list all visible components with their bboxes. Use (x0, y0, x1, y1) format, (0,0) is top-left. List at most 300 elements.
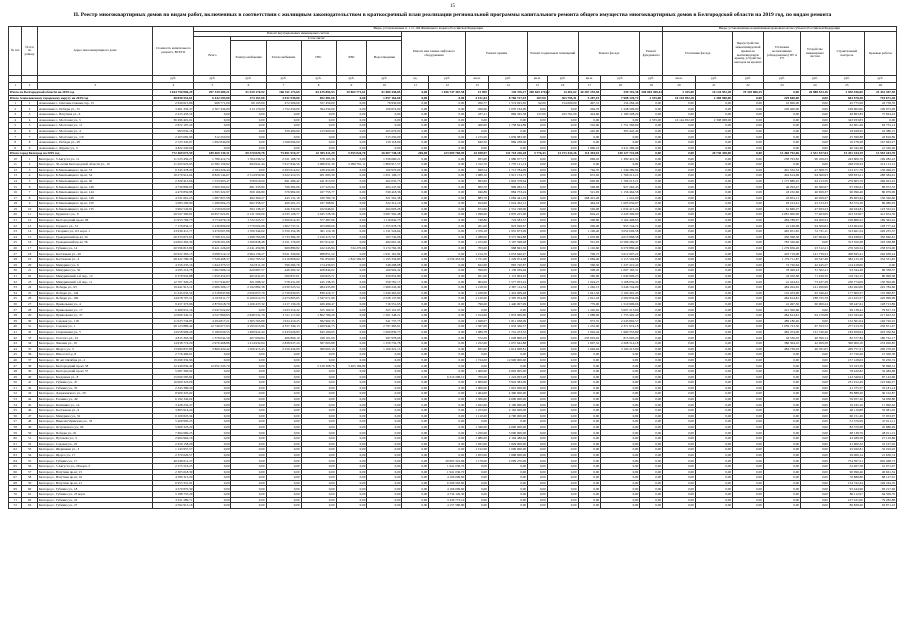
table-cell: 1 557 942,87 (194, 279, 231, 285)
table-cell: 0,00 (528, 385, 548, 391)
table-cell: 1 312,70 (466, 161, 489, 167)
address-cell: Белгород г., Б.Хмельницкого пр-кт, 148 (37, 195, 152, 201)
table-cell: 32 (22, 329, 37, 335)
table-cell: 0,00 (301, 352, 336, 358)
table-cell: 1 755 402,40 (601, 312, 640, 318)
table-cell: 0,00 (266, 413, 301, 419)
table-cell: 43 289,58 (829, 436, 864, 442)
table-cell: 0,00 (466, 464, 489, 470)
table-cell: 0,00 (367, 436, 402, 442)
col-water-out-header: Водоотведение (367, 41, 402, 76)
table-cell: 0,00 (336, 380, 367, 386)
table-cell: 123 940,27 (864, 380, 896, 386)
table-cell: 0,00 (763, 374, 800, 380)
table-cell: 482 474,06 (763, 329, 800, 335)
table-cell: 343 933,83 (829, 117, 864, 123)
table-cell: 0,00 (733, 156, 764, 162)
table-cell: 0,00 (194, 380, 231, 386)
table-cell: 0,00 (640, 268, 663, 274)
table-cell: 0,00 (266, 441, 301, 447)
table-cell: 1 472,00 (466, 240, 489, 246)
table-cell: 1 021,43 (578, 296, 601, 302)
table-cell: 0,00 (695, 195, 732, 201)
table-cell: 8 (9, 139, 22, 145)
table-cell: 0,00 (547, 413, 578, 419)
table-cell: 0,00 (763, 161, 800, 167)
table-cell: 0,00 (367, 368, 402, 374)
table-cell: 0,00 (528, 458, 548, 464)
table-cell: 0,00 (488, 464, 527, 470)
table-cell: 1 156 464,58 (601, 189, 640, 195)
table-cell: 39 (22, 368, 37, 374)
table-cell: 2 367 114,54 (488, 285, 527, 291)
column-number-cell: 25 (829, 83, 864, 90)
table-cell: 0,00 (194, 385, 231, 391)
table-cell: 0,00 (663, 245, 696, 251)
table-cell: 0,00 (194, 391, 231, 397)
table-cell: 2 729 630,95 (266, 290, 301, 296)
table-cell: 0,00 (763, 391, 800, 397)
table-cell: 0,00 (367, 497, 402, 503)
total-cell: 42 038,97 (466, 151, 489, 156)
table-cell: 2 290 834,96 (601, 296, 640, 302)
table-cell: 0,00 (402, 245, 429, 251)
table-cell: 0,00 (695, 206, 732, 212)
table-cell: 83 217,69 (864, 486, 896, 492)
table-cell: 10 657 022,81 (194, 212, 231, 218)
table-cell: 0,00 (402, 312, 429, 318)
table-cell: 62 (22, 497, 37, 503)
table-cell: 587 065,88 (301, 340, 336, 346)
table-cell: 0,00 (528, 223, 548, 229)
table-cell: 0,00 (402, 279, 429, 285)
table-cell: 0,00 (547, 195, 578, 201)
table-cell: 0,00 (663, 167, 696, 173)
table-cell: 849,54 (466, 167, 489, 173)
address-cell: Белгород г., Мичурина ул., 52 (37, 413, 152, 419)
table-cell: 0,00 (601, 357, 640, 363)
table-cell: 484 739,03 (763, 346, 800, 352)
total-cell: 166 511 173,69 (266, 90, 301, 95)
table-cell: 0,00 (801, 458, 830, 464)
table-cell: 0,00 (528, 273, 548, 279)
table-cell: 0,00 (336, 447, 367, 453)
table-cell: 0,00 (429, 161, 466, 167)
table-cell: 313 461,54 (829, 229, 864, 235)
table-cell: 497,31 (578, 100, 601, 106)
table-cell: 0,00 (429, 223, 466, 229)
table-cell: 598,60 (578, 217, 601, 223)
table-cell: 0,00 (402, 368, 429, 374)
table-cell: 0,00 (640, 352, 663, 358)
table-cell: 230 400,00 (763, 106, 800, 112)
table-cell: 0,00 (466, 363, 489, 369)
table-cell: 0,00 (801, 441, 830, 447)
table-cell: 0,00 (402, 363, 429, 369)
table-cell: 0,00 (402, 436, 429, 442)
table-cell: 26 (9, 245, 22, 251)
table-cell: 0,00 (402, 402, 429, 408)
table-cell: 0,00 (733, 357, 764, 363)
table-cell: 0,00 (640, 206, 663, 212)
table-cell: 4 815 363,39 (153, 335, 194, 341)
table-cell: 0,00 (601, 486, 640, 492)
table-cell: 2 473 805,65 (266, 296, 301, 302)
table-cell: 0,00 (547, 447, 578, 453)
table-cell: 31 302,41 (801, 268, 830, 274)
table-cell: 198 101,00 (301, 335, 336, 341)
table-cell: 0,00 (578, 117, 601, 123)
table-cell: 0,00 (528, 240, 548, 246)
table-cell: 0,00 (733, 128, 764, 134)
table-cell: 0,00 (733, 240, 764, 246)
table-cell: 31 (9, 273, 22, 279)
table-cell: 1 028,07 (466, 318, 489, 324)
table-cell: 0,00 (763, 139, 800, 145)
table-cell: 0,00 (695, 385, 732, 391)
table-cell: 45 880,49 (864, 424, 896, 430)
table-cell: 869 565,58 (488, 111, 527, 117)
table-cell: 0,00 (733, 206, 764, 212)
table-cell: 0,00 (695, 469, 732, 475)
total-cell: 223 909 768,09 (429, 151, 466, 156)
table-cell: 0,00 (266, 491, 301, 497)
table-cell: 152 361,04 (829, 318, 864, 324)
unit-cell: руб. (829, 76, 864, 83)
table-cell: 669,43 (578, 156, 601, 162)
table-cell: 0,00 (640, 100, 663, 106)
table-cell: 25 (9, 240, 22, 246)
table-cell: 0,00 (429, 419, 466, 425)
table-cell: 0,00 (547, 480, 578, 486)
table-cell: 0,00 (266, 117, 301, 123)
table-cell: 41 (22, 380, 37, 386)
table-cell: 0,00 (695, 380, 732, 386)
table-cell: 0,00 (801, 396, 830, 402)
table-cell: 1 286 804,23 (194, 201, 231, 207)
table-cell: 51 376,99 (829, 419, 864, 425)
table-cell: 0,00 (547, 229, 578, 235)
table-cell: 0,00 (429, 296, 466, 302)
table-cell: 50 (22, 430, 37, 436)
table-cell: 44 (22, 396, 37, 402)
table-cell: 37 (9, 307, 22, 313)
table-cell: 0,00 (547, 268, 578, 274)
table-cell: 0,00 (640, 273, 663, 279)
table-cell: 0,00 (429, 123, 466, 129)
table-cell: 0,00 (528, 184, 548, 190)
table-cell: 1 567,00 (466, 324, 489, 330)
table-cell: 0,00 (429, 273, 466, 279)
table-cell: 465 651,65 (763, 229, 800, 235)
table-cell: 0,00 (763, 452, 800, 458)
table-cell: 0,00 (231, 396, 266, 402)
address-cell: Белгород г., Привольная ул., 4 (37, 301, 152, 307)
table-cell: 0,00 (194, 419, 231, 425)
total-cell: 16 144 952,28 (695, 90, 732, 95)
col-basement-header: Ремонт подвальных помещений (528, 31, 578, 76)
table-cell: 0,00 (194, 402, 231, 408)
table-cell: 3 803 914,20 (153, 408, 194, 414)
table-cell: 0,00 (733, 346, 764, 352)
table-cell: 0,00 (663, 385, 696, 391)
table-cell: 2 009,00 (466, 380, 489, 386)
table-cell: 0,00 (194, 111, 231, 117)
table-cell: 159 118,00 (367, 139, 402, 145)
column-number-cell: 9 (336, 83, 367, 90)
table-cell: 223 791,00 (547, 111, 578, 117)
table-cell: 469 201,23 (266, 201, 301, 207)
address-cell: Белгород г., Спортивная ул., 5 (37, 329, 152, 335)
table-cell: 0,00 (763, 357, 800, 363)
table-cell: 904,00 (466, 279, 489, 285)
table-cell: 0,00 (528, 469, 548, 475)
table-cell: 0,00 (663, 413, 696, 419)
table-cell: 1 022,00 (466, 402, 489, 408)
table-cell: 1 700 344,02 (231, 229, 266, 235)
table-cell: 0,00 (429, 189, 466, 195)
table-cell: 825,00 (466, 346, 489, 352)
table-cell: 5 (22, 123, 37, 129)
col-heat-header: Теплоснабжение (266, 41, 301, 76)
table-cell: 313 250,00 (367, 134, 402, 140)
table-cell: 109 973,09 (864, 106, 896, 112)
table-cell: 0,00 (733, 486, 764, 492)
total-cell: 70 318 806,25 (733, 90, 764, 95)
table-cell: 12 (22, 217, 37, 223)
table-cell: 0,00 (266, 480, 301, 486)
table-cell: 29 903 322,86 (429, 458, 466, 464)
table-cell: 13 984 837,89 (153, 346, 194, 352)
table-cell: 13 (22, 223, 37, 229)
table-cell: 0,00 (640, 217, 663, 223)
table-cell: 11 (9, 161, 22, 167)
table-cell: 1 506,00 (466, 396, 489, 402)
table-cell: 70 (9, 491, 22, 497)
address-cell: Белгород г., 60 лет Октября ул., 2 (37, 357, 152, 363)
table-cell: 0,00 (763, 145, 800, 151)
table-cell: 0,00 (336, 436, 367, 442)
table-cell: 706,75 (578, 251, 601, 257)
table-cell: 0,00 (266, 357, 301, 363)
table-cell: 0,00 (801, 469, 830, 475)
table-cell: 0,00 (733, 223, 764, 229)
table-cell: 0,00 (695, 106, 732, 112)
table-cell: 0,00 (231, 357, 266, 363)
table-cell: 38 (22, 363, 37, 369)
table-cell: 2 343 389,20 (153, 385, 194, 391)
table-cell: 0,00 (801, 363, 830, 369)
table-cell: 217 623,52 (864, 312, 896, 318)
table-cell: 0,00 (547, 156, 578, 162)
table-cell: 66 634,81 (829, 206, 864, 212)
table-cell: 57 (9, 419, 22, 425)
table-cell: 700,00 (466, 374, 489, 380)
table-cell: 1 279 656,26 (763, 245, 800, 251)
table-cell: 0,00 (801, 123, 830, 129)
total-cell: 0,00 (733, 95, 764, 100)
table-cell: 1 776 002,08 (231, 223, 266, 229)
table-cell: 0,00 (695, 424, 732, 430)
table-cell: 0,00 (663, 452, 696, 458)
table-cell: 6 469 931,16 (153, 307, 194, 313)
table-cell: 0,00 (231, 117, 266, 123)
table-cell: 4 357 349,13 (266, 324, 301, 330)
table-cell: 0,00 (266, 363, 301, 369)
column-number-cell: 2 (22, 83, 37, 90)
table-cell: 0,00 (429, 436, 466, 442)
table-cell: 0,00 (336, 189, 367, 195)
table-cell: 61 (9, 441, 22, 447)
total-cell: 40 387 255,58 (578, 90, 601, 95)
table-cell: 0,00 (367, 469, 402, 475)
table-cell: 1 024 432,12 (488, 201, 527, 207)
table-cell: 0,00 (733, 430, 764, 436)
table-cell: 0,00 (640, 139, 663, 145)
table-cell: 4 479 859,88 (153, 189, 194, 195)
table-cell: 0,00 (301, 357, 336, 363)
table-cell: 0,00 (695, 301, 732, 307)
table-cell: 0,00 (640, 184, 663, 190)
table-cell: 703,00 (466, 245, 489, 251)
table-cell: 5 087 300,92 (153, 368, 194, 374)
table-cell: 276 326,54 (829, 245, 864, 251)
table-cell: 0,00 (367, 424, 402, 430)
table-cell: 1 829 000,00 (488, 441, 527, 447)
table-cell: 0,00 (801, 491, 830, 497)
table-cell: 50 098,51 (864, 363, 896, 369)
table-cell: 651,00 (466, 273, 489, 279)
total-cell: 114 394,01 (578, 151, 601, 156)
table-cell: 0,00 (695, 251, 732, 257)
table-cell: 0,00 (601, 385, 640, 391)
table-cell: 1 531 748,00 (488, 206, 527, 212)
address-cell: Белгород г., Мичурина ул., 50 (37, 268, 152, 274)
table-cell: 0,00 (578, 480, 601, 486)
table-cell: 0,00 (695, 318, 732, 324)
table-cell: 1 614 008,81 (488, 346, 527, 352)
table-cell: 0,00 (528, 340, 548, 346)
col-cost-header: Стоимость капитального ремонта, ВСЕГО (153, 27, 194, 76)
table-cell: 0,00 (601, 368, 640, 374)
table-cell: 0,00 (429, 134, 466, 140)
table-cell: 9 457 373,96 (153, 301, 194, 307)
table-cell: 19 (22, 257, 37, 263)
table-cell: 0,00 (336, 424, 367, 430)
table-cell: 0,00 (528, 424, 548, 430)
table-cell: 0,00 (301, 402, 336, 408)
table-cell: 412 654,59 (864, 212, 896, 218)
table-cell: 955,00 (466, 156, 489, 162)
total-cell: 0,00 (336, 95, 367, 100)
table-cell: 0,00 (266, 430, 301, 436)
table-cell: 0,00 (663, 223, 696, 229)
table-cell: 0,00 (640, 201, 663, 207)
table-cell: 16 (9, 189, 22, 195)
table-cell: 1 687 827,58 (194, 195, 231, 201)
table-cell: 9 (22, 145, 37, 151)
table-cell: 0,00 (733, 419, 764, 425)
table-cell: 0,00 (801, 503, 830, 509)
table-cell: 0,00 (695, 173, 732, 179)
table-cell: 0,00 (733, 290, 764, 296)
table-cell: 0,00 (801, 402, 830, 408)
address-cell: Белгород г., Губкина ул., 23 корп. (37, 491, 152, 497)
table-cell: 27 720,40 (829, 352, 864, 358)
table-cell: 21 630,74 (864, 452, 896, 458)
table-cell: 0,00 (578, 447, 601, 453)
address-cell: Белгород г., Губкина ул., 14 (37, 245, 152, 251)
table-cell: 28 123 880,44 (153, 324, 194, 330)
table-cell: 0,00 (528, 161, 548, 167)
table-cell: 4 360 000,00 (488, 391, 527, 397)
table-cell: 0,00 (640, 245, 663, 251)
table-cell: 19 441 913,12 (153, 285, 194, 291)
table-cell: 5 918 308,76 (301, 363, 336, 369)
table-cell: 0,00 (763, 475, 800, 481)
table-cell: 0,00 (640, 234, 663, 240)
address-cell: Белгород г., Белгородский пр-кт, 57 (37, 368, 152, 374)
table-cell: 63 871,43 (864, 503, 896, 509)
table-cell: 0,00 (402, 128, 429, 134)
table-cell: 0,00 (429, 106, 466, 112)
table-cell: 359 781,17 (367, 279, 402, 285)
table-cell: 0,00 (528, 262, 548, 268)
address-cell: Белгород г., Победы ул., 144 (37, 290, 152, 296)
column-number-cell: 15 (528, 83, 548, 90)
table-cell: 0,00 (528, 189, 548, 195)
table-cell: 0,00 (695, 184, 732, 190)
table-cell: 0,00 (733, 301, 764, 307)
table-cell: 1 169 321,13 (367, 346, 402, 352)
table-cell: 42 (22, 385, 37, 391)
col-gvs-header: ГВС (301, 41, 336, 76)
table-cell: 6 953 331,91 (153, 480, 194, 486)
table-cell: 46 761,05 (801, 346, 830, 352)
table-cell: 1 041,56 (578, 290, 601, 296)
table-cell: 0,00 (336, 413, 367, 419)
table-cell: 754 397,51 (829, 458, 864, 464)
table-cell: 3 174 762,36 (367, 245, 402, 251)
table-cell: 0,00 (733, 285, 764, 291)
table-cell: 1 024,27 (578, 279, 601, 285)
address-cell: Белгород г., Костюкова ул., 26 (37, 251, 152, 257)
table-cell: 0,00 (402, 240, 429, 246)
table-cell: 0,00 (801, 240, 830, 246)
table-cell: 0,00 (801, 139, 830, 145)
table-cell: 8 (22, 139, 37, 145)
table-cell: 0,00 (429, 324, 466, 330)
table-cell: 0,00 (402, 419, 429, 425)
total-cell: 75 691 919,27 (266, 151, 301, 156)
table-cell: 1 089,78 (466, 329, 489, 335)
table-cell: 157 128,63 (829, 357, 864, 363)
table-cell: 0,00 (763, 385, 800, 391)
unit-cell: руб. (640, 76, 663, 83)
table-cell: 4 157 580,80 (429, 503, 466, 509)
table-cell: 2 308 968,00 (695, 117, 732, 123)
table-cell: 0,00 (194, 486, 231, 492)
total-cell: 4 551 939,00 (266, 95, 301, 100)
table-cell: 4 (9, 117, 22, 123)
table-cell: 0,00 (578, 139, 601, 145)
table-cell: 0,00 (695, 324, 732, 330)
table-cell: 0,00 (336, 491, 367, 497)
table-cell: 0,00 (402, 178, 429, 184)
table-cell: 0,00 (528, 503, 548, 509)
table-cell: 48 (22, 419, 37, 425)
table-cell: 0,00 (763, 424, 800, 430)
